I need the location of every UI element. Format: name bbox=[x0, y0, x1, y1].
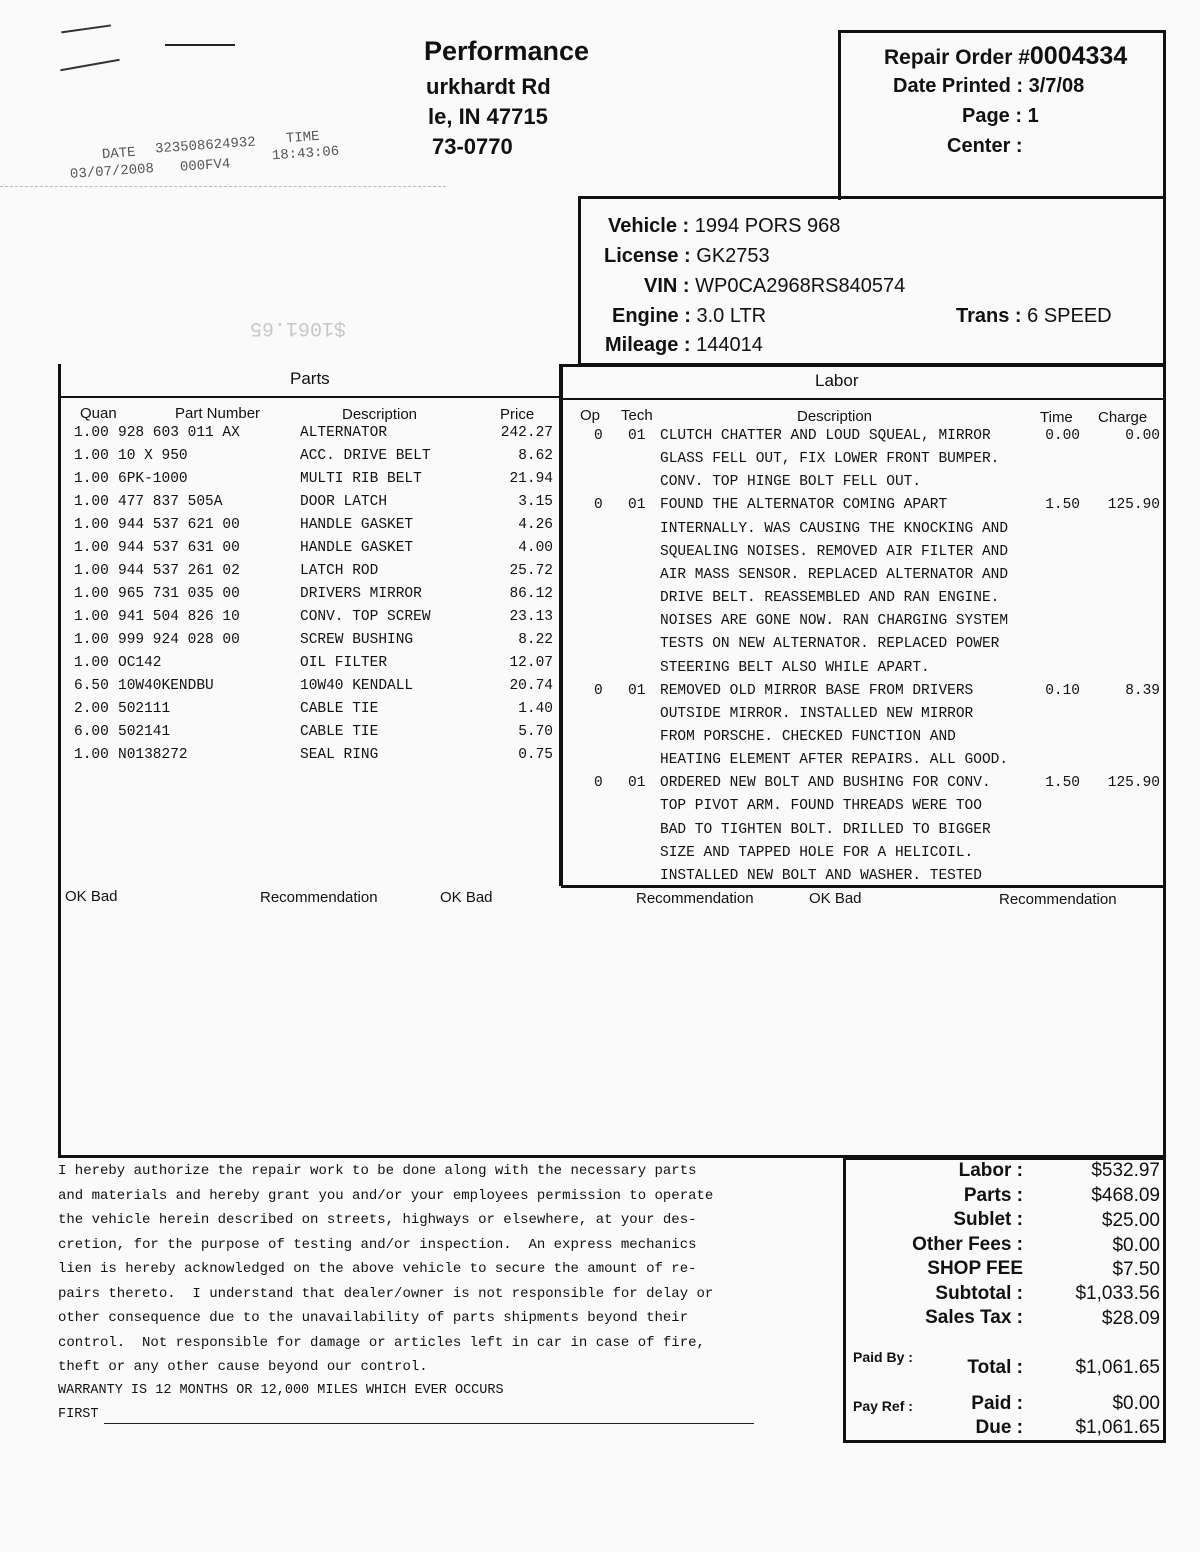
trans-value: 6 SPEED bbox=[1027, 305, 1112, 327]
parts-cell-price: 25.72 bbox=[509, 563, 553, 579]
date-printed bbox=[893, 75, 1084, 98]
labor-cell-text: STEERING BELT ALSO WHILE APART. bbox=[660, 659, 930, 676]
company-city: le, IN 47715 bbox=[428, 104, 548, 129]
parts-cell-quan: 1.00 bbox=[74, 517, 109, 533]
parts-cell-desc: DRIVERS MIRROR bbox=[300, 586, 422, 602]
labor-col-op: Op bbox=[580, 407, 601, 424]
parts-cell-quan: 1.00 bbox=[74, 448, 109, 464]
center-label: Center : bbox=[947, 135, 1023, 157]
page-label: Page : bbox=[962, 105, 1023, 127]
parts-total-label: Parts : bbox=[963, 1185, 1023, 1206]
parts-total-value: $468.09 bbox=[1091, 1185, 1160, 1206]
sales-tax-label: Sales Tax : bbox=[925, 1307, 1023, 1328]
sales-tax-value: $28.09 bbox=[1101, 1308, 1160, 1329]
page-value: 1 bbox=[1027, 105, 1039, 127]
parts-cell-desc: MULTI RIB BELT bbox=[300, 471, 422, 487]
parts-cell-price: 4.26 bbox=[518, 517, 553, 533]
first-label: FIRST bbox=[58, 1407, 99, 1422]
receipt-code: 323508624932 bbox=[154, 134, 257, 158]
labor-col-time: Time bbox=[1040, 409, 1073, 426]
parts-cell-quan: 1.00 bbox=[74, 632, 109, 648]
parts-col-price: Price bbox=[500, 406, 535, 423]
recommendation-box bbox=[58, 886, 1166, 1158]
parts-cell-price: 3.15 bbox=[518, 494, 553, 510]
parts-cell-quan: 1.00 bbox=[74, 563, 109, 579]
parts-cell-quan: 1.00 bbox=[74, 655, 109, 671]
engine-row bbox=[612, 305, 766, 328]
authorization-line: cretion, for the purpose of testing and/or inspection. An express mechanics bbox=[58, 1236, 697, 1253]
parts-cell-part: 999 924 028 00 bbox=[118, 632, 240, 648]
labor-cell-tech: 01 bbox=[628, 682, 646, 699]
pay-ref-label: Pay Ref : bbox=[853, 1398, 913, 1414]
parts-cell-price: 86.12 bbox=[509, 586, 553, 602]
total-value: $1,061.65 bbox=[1075, 1357, 1160, 1378]
labor-cell-tech: 01 bbox=[628, 497, 646, 514]
labor-cell-time: 0.10 bbox=[1045, 682, 1080, 699]
parts-cell-price: 1.40 bbox=[518, 701, 553, 717]
parts-cell-price: 23.13 bbox=[509, 609, 553, 625]
rec-recommendation-3: Recommendation bbox=[999, 891, 1117, 908]
receipt-time-label: TIME bbox=[285, 128, 321, 148]
handwritten-mark bbox=[59, 9, 111, 34]
receipt-edge bbox=[0, 186, 446, 187]
parts-cell-price: 21.94 bbox=[509, 471, 553, 487]
shop-fee-label: SHOP FEE bbox=[927, 1258, 1023, 1279]
paid-label: Paid : bbox=[971, 1393, 1023, 1414]
company-name: Performance bbox=[424, 36, 590, 66]
trans-label: Trans : bbox=[956, 305, 1022, 327]
labor-cell-text: AIR MASS SENSOR. REPLACED ALTERNATOR AND bbox=[660, 566, 1009, 583]
parts-col-part-number: Part Number bbox=[175, 405, 261, 422]
labor-cell-op: 0 bbox=[594, 428, 603, 444]
parts-cell-desc: SEAL RING bbox=[300, 747, 379, 763]
labor-cell-text: FROM PORSCHE. CHECKED FUNCTION AND bbox=[660, 728, 956, 745]
rec-ok-bad-3: OK Bad bbox=[809, 890, 862, 907]
parts-cell-price: 20.74 bbox=[509, 678, 553, 694]
labor-cell-text: SQUEALING NOISES. REMOVED AIR FILTER AND bbox=[660, 543, 1009, 560]
rec-recommendation-2: Recommendation bbox=[636, 890, 754, 907]
labor-cell-tech: 01 bbox=[628, 775, 646, 792]
parts-cell-part: 944 537 261 02 bbox=[118, 563, 240, 579]
parts-cell-quan: 1.00 bbox=[74, 609, 109, 625]
parts-col-description: Description bbox=[342, 406, 418, 423]
paid-value: $0.00 bbox=[1112, 1393, 1160, 1414]
parts-cell-part: 477 837 505A bbox=[118, 494, 223, 510]
parts-cell-part: 502141 bbox=[118, 724, 171, 740]
parts-cell-desc: DOOR LATCH bbox=[300, 494, 388, 510]
labor-cell-op: 0 bbox=[594, 775, 603, 792]
labor-col-charge: Charge bbox=[1098, 409, 1148, 426]
trans-row bbox=[956, 305, 1112, 328]
handwritten-line bbox=[165, 44, 235, 46]
authorization-line: and materials and hereby grant you and/or your employees permission to operate bbox=[58, 1187, 714, 1204]
labor-col-description: Description bbox=[797, 408, 873, 425]
labor-cell-op: 0 bbox=[594, 682, 603, 699]
engine-label: Engine : bbox=[612, 305, 691, 327]
labor-cell-text: CONV. TOP HINGE BOLT FELL OUT. bbox=[660, 474, 922, 491]
parts-cell-price: 242.27 bbox=[500, 425, 553, 441]
parts-cell-price: 8.22 bbox=[518, 632, 553, 648]
parts-cell-part: OC142 bbox=[118, 655, 162, 671]
repair-order-value: 0004334 bbox=[1029, 42, 1128, 70]
parts-cell-desc: ALTERNATOR bbox=[300, 425, 388, 441]
mileage-value: 144014 bbox=[696, 334, 763, 356]
rec-ok-bad-2: OK Bad bbox=[440, 889, 493, 906]
parts-cell-quan: 6.50 bbox=[74, 678, 109, 694]
labor-cell-charge: 0.00 bbox=[1125, 428, 1160, 444]
labor-cell-text: CLUTCH CHATTER AND LOUD SQUEAL, MIRROR bbox=[660, 428, 991, 444]
repair-order-label: Repair Order # bbox=[884, 46, 1030, 69]
total-label: Total : bbox=[967, 1357, 1023, 1378]
parts-cell-quan: 1.00 bbox=[74, 471, 109, 487]
license-value: GK2753 bbox=[696, 245, 770, 267]
labor-cell-text: FOUND THE ALTERNATOR COMING APART bbox=[660, 497, 948, 514]
parts-cell-desc: LATCH ROD bbox=[300, 563, 379, 579]
authorization-line: the vehicle herein described on streets, highways or elsewhere, at your des- bbox=[58, 1212, 697, 1228]
parts-cell-desc: SCREW BUSHING bbox=[300, 632, 414, 648]
license-row bbox=[604, 245, 770, 268]
parts-cell-price: 8.62 bbox=[518, 448, 553, 464]
labor-cell-charge: 125.90 bbox=[1107, 497, 1160, 514]
vehicle-label: Vehicle : bbox=[608, 215, 690, 237]
warranty-text: WARRANTY IS 12 MONTHS OR 12,000 MILES WHICH EVER OCCURS bbox=[58, 1383, 504, 1398]
receipt-date-label: DATE bbox=[101, 144, 137, 164]
labor-cell-charge: 125.90 bbox=[1107, 775, 1160, 792]
parts-cell-price: 4.00 bbox=[518, 540, 553, 556]
parts-cell-quan: 1.00 bbox=[74, 540, 109, 556]
parts-cell-quan: 6.00 bbox=[74, 724, 109, 740]
parts-cell-part: 6PK-1000 bbox=[118, 471, 188, 487]
parts-cell-desc: HANDLE GASKET bbox=[300, 517, 414, 533]
shop-fee-value: $7.50 bbox=[1112, 1259, 1160, 1280]
subtotal-label: Subtotal : bbox=[935, 1283, 1023, 1304]
license-label: License : bbox=[604, 245, 691, 267]
vehicle-value: 1994 PORS 968 bbox=[694, 215, 841, 237]
labor-cell-charge: 8.39 bbox=[1125, 682, 1160, 699]
labor-cell-text: DRIVE BELT. REASSEMBLED AND RAN ENGINE. bbox=[660, 590, 1000, 607]
company-phone: 73-0770 bbox=[432, 134, 513, 159]
labor-cell-text: OUTSIDE MIRROR. INSTALLED NEW MIRROR bbox=[660, 705, 974, 722]
parts-cell-part: 965 731 035 00 bbox=[118, 586, 240, 602]
due-label: Due : bbox=[975, 1417, 1023, 1438]
signature-line bbox=[104, 1423, 754, 1424]
subtotal-value: $1,033.56 bbox=[1075, 1283, 1160, 1304]
vin-row bbox=[644, 275, 905, 298]
other-fees-label: Other Fees : bbox=[912, 1234, 1023, 1255]
parts-cell-part: 10W40KENDBU bbox=[118, 678, 214, 694]
labor-cell-time: 1.50 bbox=[1045, 497, 1080, 514]
authorization-line: I hereby authorize the repair work to be done along with the necessary parts bbox=[58, 1163, 697, 1179]
labor-header-bar bbox=[561, 398, 1166, 400]
parts-cell-desc: CABLE TIE bbox=[300, 701, 379, 717]
rec-ok-bad-1: OK Bad bbox=[65, 888, 118, 905]
parts-cell-quan: 2.00 bbox=[74, 701, 109, 717]
mileage-row bbox=[605, 334, 763, 357]
parts-cell-part: 928 603 011 AX bbox=[118, 425, 240, 441]
parts-cell-quan: 1.00 bbox=[74, 425, 109, 441]
labor-col-tech: Tech bbox=[621, 407, 653, 424]
other-fees-value: $0.00 bbox=[1112, 1235, 1160, 1256]
parts-header-bar bbox=[58, 396, 561, 398]
parts-cell-desc: CABLE TIE bbox=[300, 724, 379, 740]
receipt-slip bbox=[0, 0, 446, 380]
labor-cell-text: NOISES ARE GONE NOW. RAN CHARGING SYSTEM bbox=[660, 613, 1009, 630]
authorization-line: lien is hereby acknowledged on the above vehicle to secure the amount of re- bbox=[58, 1261, 697, 1277]
labor-total-value: $532.97 bbox=[1091, 1160, 1160, 1181]
parts-cell-desc: CONV. TOP SCREW bbox=[300, 609, 431, 625]
labor-cell-tech: 01 bbox=[628, 428, 646, 444]
labor-cell-text: TESTS ON NEW ALTERNATOR. REPLACED POWER bbox=[660, 636, 1000, 653]
parts-col-quan: Quan bbox=[80, 405, 117, 422]
labor-cell-op: 0 bbox=[594, 497, 603, 514]
company-street: urkhardt Rd bbox=[426, 74, 551, 99]
labor-cell-text: BAD TO TIGHTEN BOLT. DRILLED TO BIGGER bbox=[660, 821, 991, 838]
receipt-time-value: 18:43:06 bbox=[271, 143, 340, 165]
parts-cell-quan: 1.00 bbox=[74, 494, 109, 510]
parts-cell-part: 10 X 950 bbox=[118, 448, 188, 464]
authorization-line: other consequence due to the unavailability of parts shipments beyond their bbox=[58, 1310, 689, 1326]
authorization-line: control. Not responsible for damage or articles left in car in case of fire, bbox=[58, 1334, 705, 1351]
center bbox=[947, 135, 1023, 158]
date-printed-value: 3/7/08 bbox=[1028, 75, 1085, 97]
parts-cell-desc: 10W40 KENDALL bbox=[300, 678, 414, 694]
parts-cell-price: 0.75 bbox=[518, 747, 553, 763]
labor-total-label: Labor : bbox=[958, 1160, 1023, 1181]
parts-cell-quan: 1.00 bbox=[74, 586, 109, 602]
page-number bbox=[962, 105, 1039, 128]
parts-cell-desc: ACC. DRIVE BELT bbox=[300, 448, 431, 464]
labor-cell-text: INSTALLED NEW BOLT AND WASHER. TESTED bbox=[660, 867, 982, 884]
receipt-date-value: 03/07/2008 bbox=[69, 161, 155, 183]
labor-cell-time: 0.00 bbox=[1045, 428, 1080, 444]
parts-cell-part: N0138272 bbox=[118, 747, 188, 763]
labor-cell-text: GLASS FELL OUT, FIX LOWER FRONT BUMPER. bbox=[660, 451, 1000, 468]
parts-cell-part: 502111 bbox=[118, 701, 171, 717]
parts-cell-quan: 1.00 bbox=[74, 747, 109, 763]
labor-cell-text: TOP PIVOT ARM. FOUND THREADS WERE TOO bbox=[660, 798, 982, 815]
parts-cell-part: 941 504 826 10 bbox=[118, 609, 240, 625]
labor-cell-text: ORDERED NEW BOLT AND BUSHING FOR CONV. bbox=[660, 775, 991, 792]
parts-cell-desc: OIL FILTER bbox=[300, 655, 388, 671]
receipt-code2: 000FV4 bbox=[179, 156, 231, 176]
vehicle-row bbox=[608, 215, 840, 238]
date-printed-label: Date Printed : bbox=[893, 75, 1024, 97]
labor-cell-text: HEATING ELEMENT AFTER REPAIRS. ALL GOOD. bbox=[660, 752, 1009, 769]
due-value: $1,061.65 bbox=[1075, 1417, 1160, 1438]
sublet-value: $25.00 bbox=[1101, 1210, 1160, 1231]
parts-cell-price: 5.70 bbox=[518, 724, 553, 740]
sublet-label: Sublet : bbox=[953, 1209, 1023, 1230]
engine-value: 3.0 LTR bbox=[696, 305, 767, 327]
receipt-amount: $1061.65 bbox=[250, 316, 347, 339]
labor-title: Labor bbox=[815, 371, 859, 390]
labor-cell-time: 1.50 bbox=[1045, 775, 1080, 792]
labor-cell-text: SIZE AND TAPPED HOLE FOR A HELICOIL. bbox=[660, 844, 974, 861]
authorization-line: pairs thereto. I understand that dealer/owner is not responsible for delay or bbox=[58, 1285, 714, 1302]
vin-label: VIN : bbox=[644, 275, 690, 297]
parts-cell-price: 12.07 bbox=[509, 655, 553, 671]
parts-frame bbox=[58, 364, 561, 886]
labor-cell-text: REMOVED OLD MIRROR BASE FROM DRIVERS bbox=[660, 682, 974, 699]
labor-cell-text: INTERNALLY. WAS CAUSING THE KNOCKING AND bbox=[660, 520, 1009, 537]
repair-order-number bbox=[884, 42, 1127, 71]
parts-cell-desc: HANDLE GASKET bbox=[300, 540, 414, 556]
parts-cell-part: 944 537 621 00 bbox=[118, 517, 240, 533]
vin-value: WP0CA2968RS840574 bbox=[695, 275, 906, 297]
authorization-line: theft or any other cause beyond our control. bbox=[58, 1359, 428, 1375]
parts-cell-part: 944 537 631 00 bbox=[118, 540, 240, 556]
handwritten-line bbox=[60, 59, 119, 71]
parts-title: Parts bbox=[290, 369, 330, 388]
paid-by-label: Paid By : bbox=[853, 1349, 913, 1365]
rec-recommendation-1: Recommendation bbox=[260, 889, 378, 906]
mileage-label: Mileage : bbox=[605, 334, 691, 356]
